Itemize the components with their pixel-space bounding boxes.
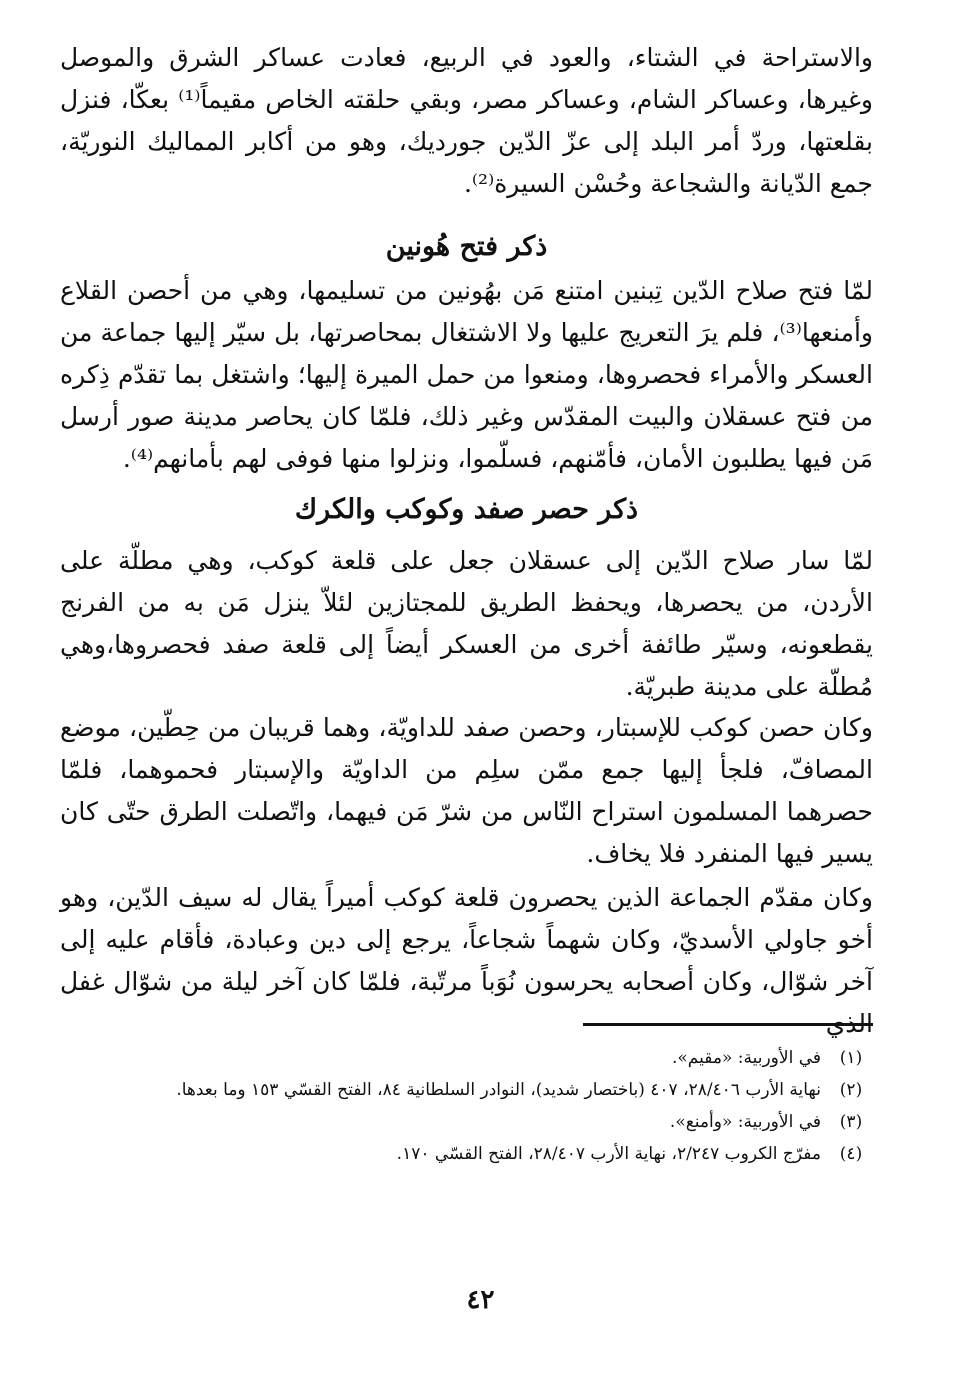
footnote-item — [60, 1045, 881, 1071]
footnote-number: (٣) — [839, 1112, 863, 1132]
footnote-number: (٤) — [839, 1144, 863, 1164]
paragraph-4: وكان حصن كوكب للإسبتار، وحصن صفد للداويّة، وهما قريبان من حِطّين، موضع المصافّ، فلجأ إليها جمع ممّن سلِم من الداويّة والإسبتار فحموهما، فلمّا حصرهما المسلمون استراح النّاس من شرّ مَن فيهما، واتّصلت الطرق حتّى كان يسير فيها المنفرد فلا يخاف. — [60, 713, 873, 868]
heading-conquest-hunin: ذكر فتح هُونين — [385, 231, 548, 262]
heading-siege-safad-kawkab-karak: ذكر حصر صفد وكوكب والكرك — [294, 494, 639, 525]
paragraph-3: لمّا سار صلاح الدّين إلى عسقلان جعل على قلعة كوكب، وهي مطلّة على الأردن، من يحصرها، ويحفظ الطريق للمجتازين لئلاّ ينزل مَن به من الفرنج يقطعونه، وسيّر طائفة أخرى من العسكر أيضاً إلى قلعة صفد فحصروها،وهي مُطلّة على مدينة طبريّة. — [60, 546, 873, 701]
footnote-item — [60, 1109, 881, 1135]
paragraph-5: وكان مقدّم الجماعة الذين يحصرون قلعة كوكب أميراً يقال له سيف الدّين، وهو أخو جاولي الأسديّ، وكان شهماً شجاعاً، يرجع إلى دين وعبادة، فأقام عليه إلى آخر شوّال، وكان أصحابه يحرسون نُوَباً مرتّبة، فلمّا كان آخر ليلة من شوّال غفل الذي — [60, 883, 873, 1038]
footnote-text: في الأوربية: «مقيم». — [672, 1048, 821, 1068]
page-number: ٤٢ — [466, 1285, 495, 1315]
footnote-text: مفرّج الكروب ٢/٢٤٧، نهاية الأرب ٢٨/٤٠٧، الفتح القسّي ١٧٠. — [396, 1144, 821, 1164]
paragraph-2: لمّا فتح صلاح الدّين تِبنين امتنع مَن بهُونين من تسليمها، وهي من أحصن القلاع وأمنعها⁽³⁾، فلم يرَ التعريج عليها ولا الاشتغال بمحاصرتها، بل سيّر إليها جماعة من العسكر والأمراء فحصروها، ومنعوا من حمل الميرة إليها؛ واشتغل بما تقدّم ذِكره من فتح عسقلان والبيت المقدّس وغير ذلك، فلمّا كان يحاصر مدينة صور أرسل مَن فيها يطلبون الأمان، فأمّنهم، فسلّموا، ونزلوا منها فوفى لهم بأمانهم⁽⁴⁾. — [60, 276, 873, 473]
footnote-separator — [583, 1023, 873, 1026]
footnote-number: (٢) — [839, 1080, 863, 1100]
paragraph-1: والاستراحة في الشتاء، والعود في الربيع، فعادت عساكر الشرق والموصل وغيرها، وعساكر الشام، وعساكر مصر، وبقي حلقته الخاص مقيماً⁽¹⁾ بعكّا، فنزل بقلعتها، وردّ أمر البلد إلى عزّ الدّين جورديك، وهو من أكابر المماليك النوريّة، جمع الدّيانة والشجاعة وحُسْن السيرة⁽²⁾. — [60, 43, 873, 198]
footnote-item — [60, 1141, 881, 1167]
footnote-text: نهاية الأرب ٢٨/٤٠٦، ٤٠٧ (باختصار شديد)، النوادر السلطانية ٨٤، الفتح القسّي ١٥٣ وما بعدها. — [176, 1080, 821, 1100]
footnote-number: (١) — [839, 1048, 863, 1068]
footnote-text: في الأوربية: «وأمنع». — [669, 1112, 821, 1132]
footnote-item — [60, 1077, 881, 1103]
footnotes — [60, 1045, 881, 1173]
